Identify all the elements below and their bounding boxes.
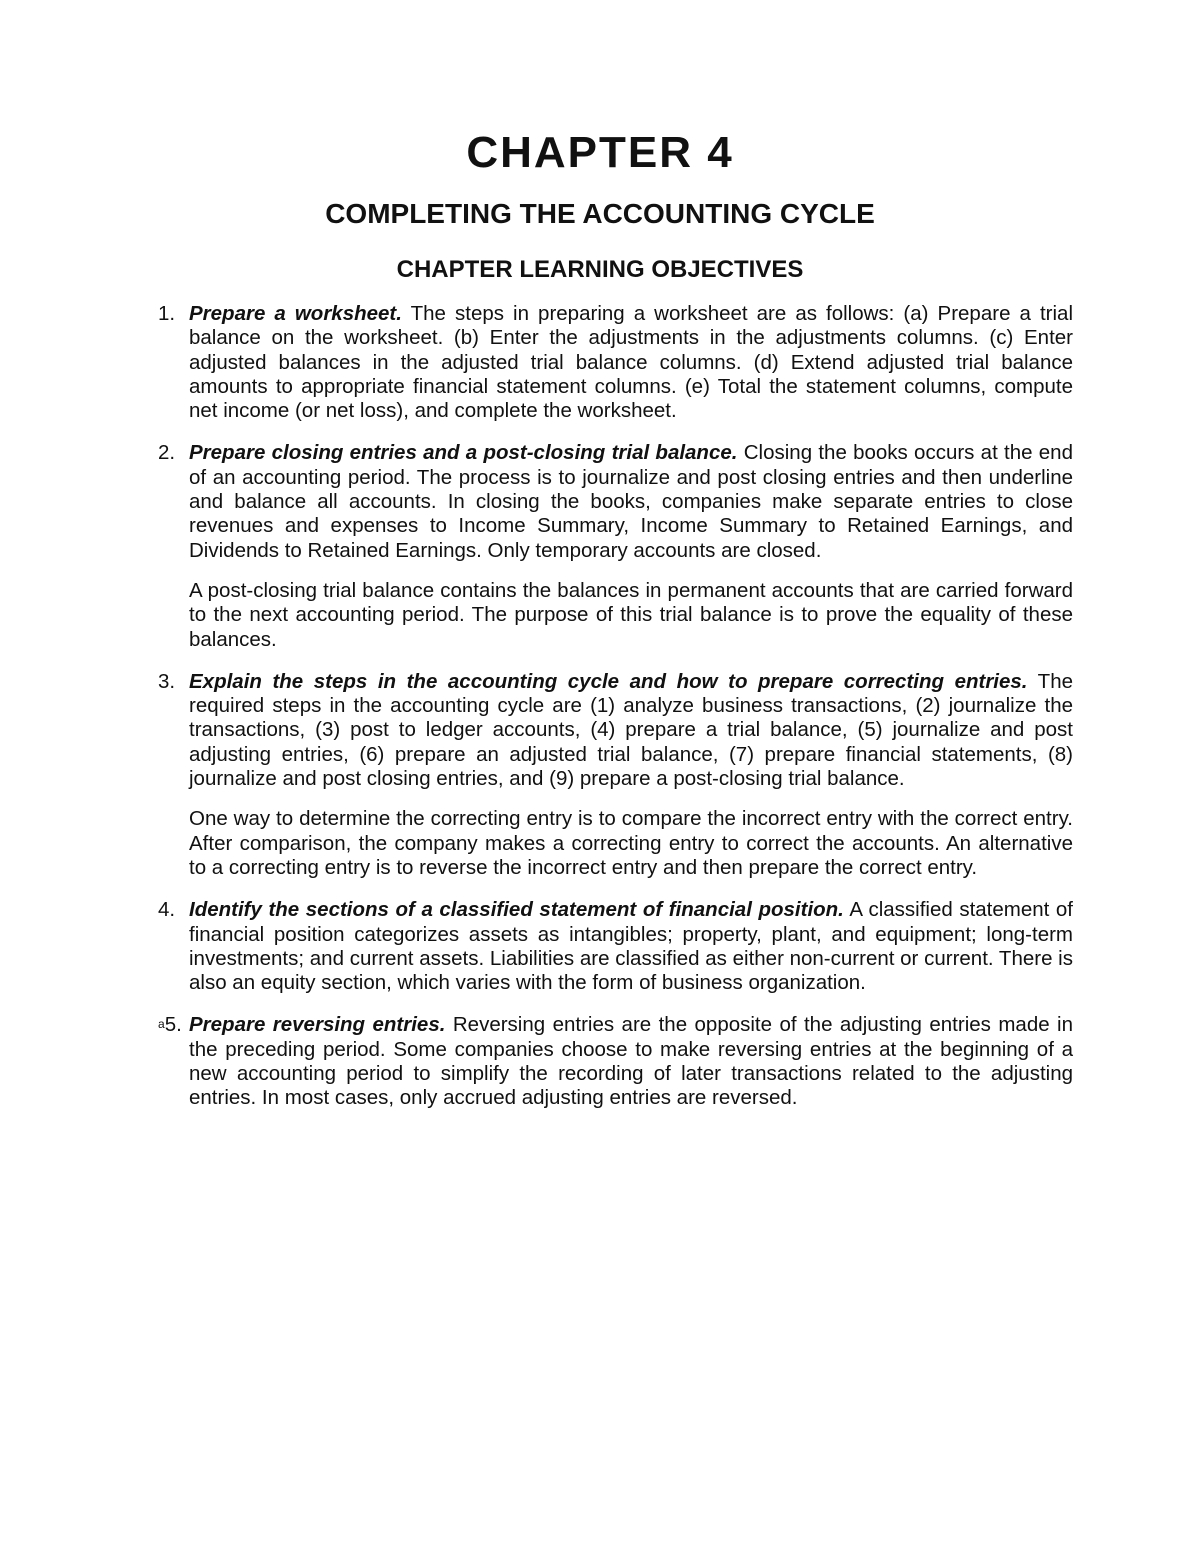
objective-paragraph <box>189 302 1073 423</box>
learning-objectives-heading: CHAPTER LEARNING OBJECTIVES <box>396 256 804 283</box>
appendix-marker: a <box>158 1017 165 1032</box>
objective-body: The required steps in the accounting cycle are (1) analyze business transactions, (2) journalize the transactions, (3) post to ledger accounts, (4) prepare a trial balance, (5) journalize and post adjusting entries, (6) prepare an adjusted trial balance, (7) prepare financial statements, (8) journalize and post closing entries, and (9) prepare a post-closing trial balance. <box>189 669 1073 791</box>
objective-item <box>158 669 1073 880</box>
objective-title: Prepare a worksheet. <box>189 302 402 325</box>
objective-number: 3. <box>158 669 176 693</box>
objective-number: 1. <box>158 302 176 325</box>
objective-extra-paragraph: A post-closing trial balance contains the balances in permanent accounts that are carried forward to the next accounting period. The purpose of this trial balance is to prove the equality of these balances. <box>189 578 1073 651</box>
objective-number: 2. <box>158 441 176 465</box>
objective-body: Reversing entries are the opposite of the adjusting entries made in the preceding period. Some companies choose to make reversing entries at the beginning of a new accounting period to simplify the recording of later transactions related to the adjusting entries. In most cases, only accrued adjusting entries are reversed. <box>189 1013 1073 1110</box>
objective-item <box>158 1013 1073 1110</box>
objective-body: Closing the books occurs at the end of an accounting period. The process is to journalize and post closing entries and then underline and balance all accounts. In closing the books, companies make separate entries to close revenues and expenses to Income Summary, Income Summary to Retained Earnings, and Dividends to Retained Earnings. Only temporary accounts are closed. <box>189 441 1073 562</box>
objective-number: 4. <box>158 898 176 922</box>
objective-title: Prepare closing entries and a post-closing trial balance. <box>189 441 738 465</box>
objectives-list <box>158 302 1074 1129</box>
objective-extra-paragraph: One way to determine the correcting entry is to compare the incorrect entry with the correct entry. After comparison, the company makes a correcting entry to correct the accounts. An alternative to a correcting entry is to reverse the incorrect entry and then prepare the correct entry. <box>189 807 1073 879</box>
objective-item <box>158 898 1074 995</box>
chapter-number: CHAPTER 4 <box>466 128 734 177</box>
objective-paragraph <box>189 670 1073 791</box>
objective-paragraph <box>189 441 1073 562</box>
objective-body: A classified statement of financial position categorizes assets as intangibles; property, plant, and equipment; long-term investments; and current assets. Liabilities are classified as either non-current or current. There is also an equity section, which varies with the form of business organization. <box>189 898 1074 995</box>
objective-item <box>158 302 1073 423</box>
objective-paragraph <box>189 898 1073 995</box>
objective-title: Explain the steps in the accounting cycle and how to prepare correcting entries. <box>189 669 1028 693</box>
objective-title: Identify the sections of a classified statement of financial position. <box>189 898 844 922</box>
objective-title: Prepare reversing entries. <box>189 1013 446 1037</box>
objective-item <box>158 441 1073 651</box>
chapter-title: COMPLETING THE ACCOUNTING CYCLE <box>325 198 875 229</box>
objective-paragraph <box>189 1013 1073 1110</box>
objective-body: The steps in preparing a worksheet are as follows: (a) Prepare a trial balance on the worksheet. (b) Enter the adjustments in the adjustments columns. (c) Enter adjusted balances in the adjusted trial balance columns. (d) Extend adjusted trial balance amounts to appropriate financial statement columns. (e) Total the statement columns, compute net income (or net loss), and complete the worksheet. <box>189 302 1073 423</box>
objective-number: $^a$5. <box>158 1013 182 1037</box>
